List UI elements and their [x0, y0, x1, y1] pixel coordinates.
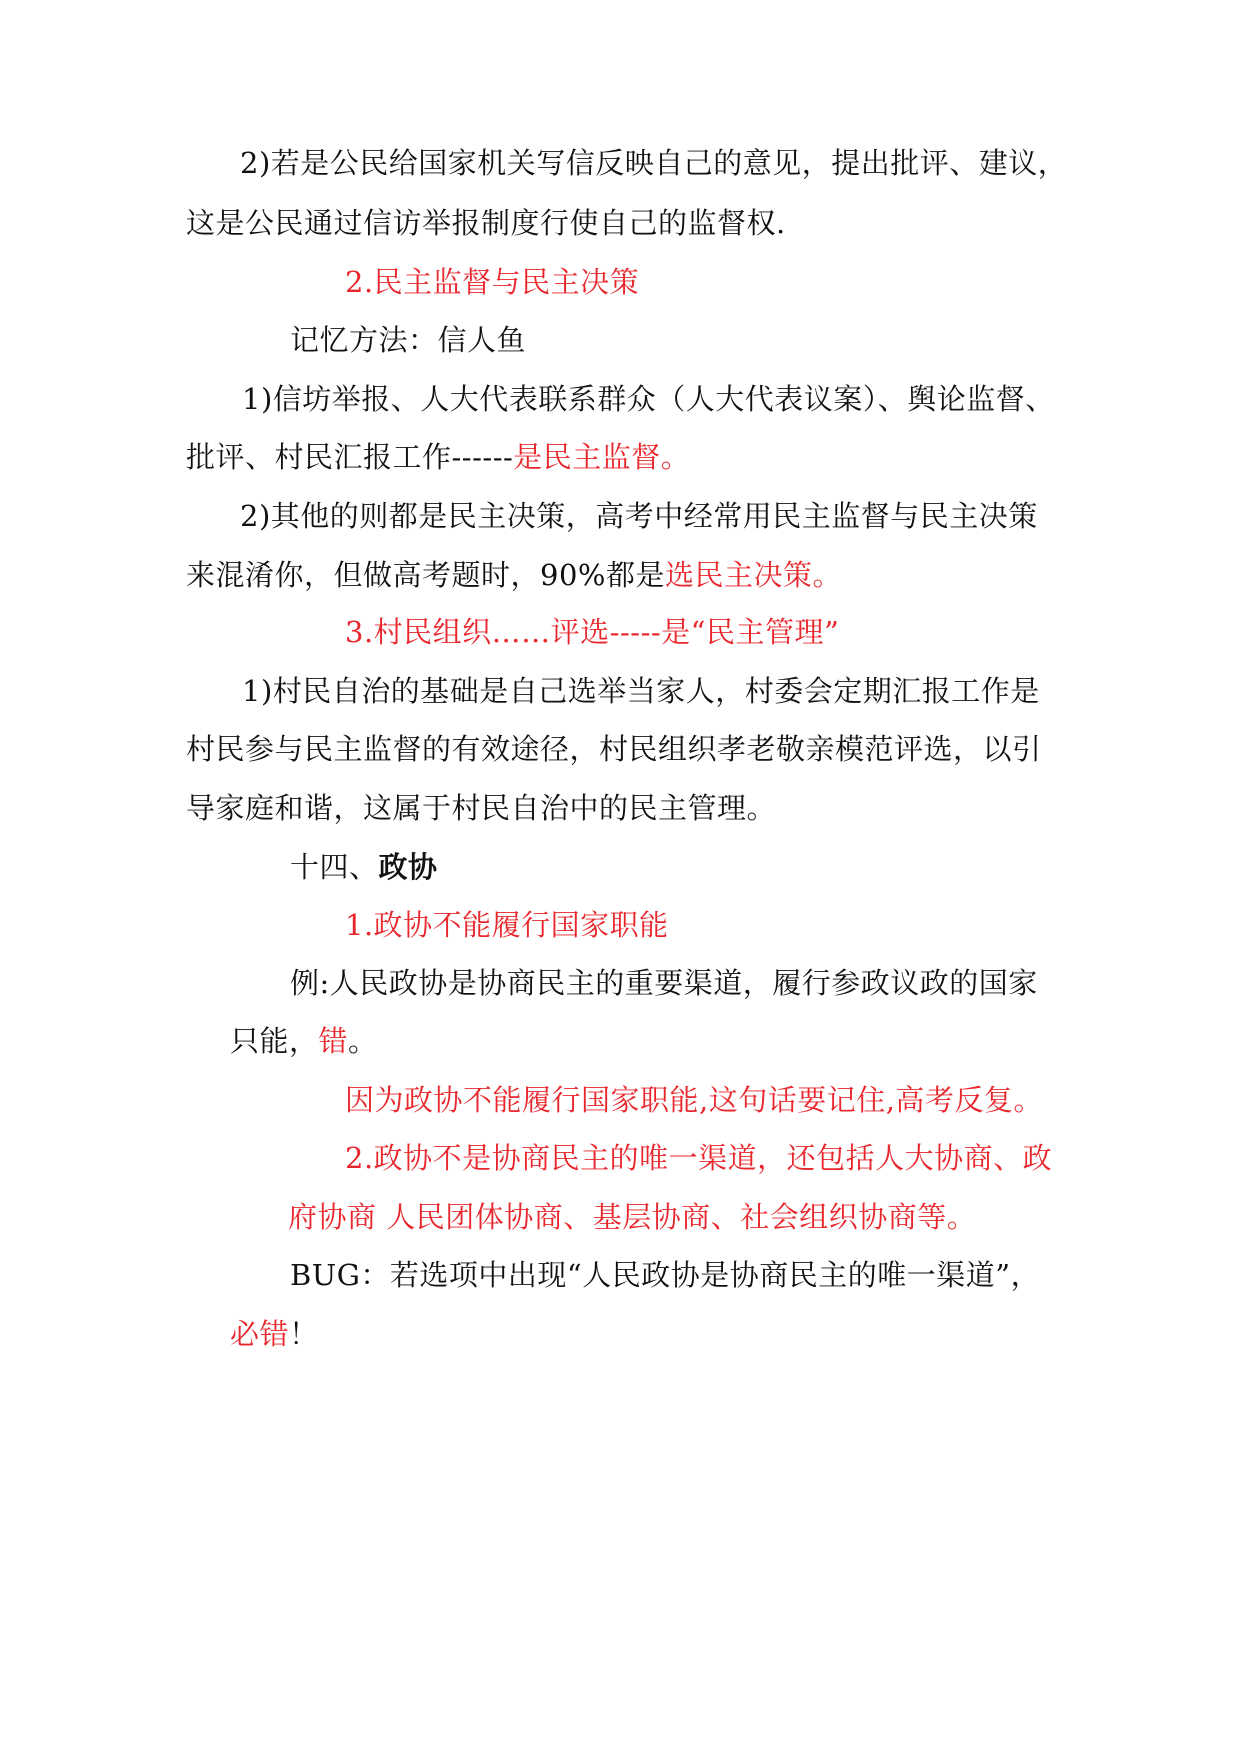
paragraph-line: 1)信坊举报、人大代表联系群众（人大代表议案）、舆论监督、 [242, 382, 1055, 416]
example-line: 例:人民政协是协商民主的重要渠道，履行参政议政的国家 [290, 966, 1038, 1000]
reason-text: 因为政协不能履行国家职能,这句话要记住,高考反复。 [345, 1083, 1043, 1117]
section-heading: 2.政协不是协商民主的唯一渠道，还包括人大协商、政 [345, 1141, 1053, 1175]
highlight-text: 是民主监督。 [513, 440, 691, 474]
highlight-text: 错 [318, 1024, 349, 1058]
highlight-text: 必错 [230, 1317, 290, 1351]
paragraph-line: 村民参与民主监督的有效途径，村民组织孝老敬亲模范评选，以引 [186, 732, 1042, 766]
paragraph-text: 来混淆你，但做高考题时，90%都是 [186, 558, 665, 592]
paragraph-line: 2)其他的则都是民主决策，高考中经常用民主监督与民主决策 [240, 499, 1038, 533]
chapter-title: 政协 [378, 850, 438, 884]
paragraph-line [186, 437, 690, 477]
section-heading-continued: 府协商 人民团体协商、基层协商、社会组织协商等。 [288, 1200, 977, 1234]
section-heading: 2.民主监督与民主决策 [345, 265, 640, 299]
example-line [230, 1021, 378, 1061]
chapter-number: 十四、 [290, 850, 379, 884]
memory-method-text: 记忆方法：信人鱼 [290, 323, 527, 357]
highlight-text: 选民主决策。 [664, 558, 842, 592]
section-heading: 1.政协不能履行国家职能 [345, 908, 669, 942]
paragraph-line: 这是公民通过信访举报制度行使自己的监督权. [186, 206, 786, 240]
bug-note-line [230, 1314, 319, 1354]
paragraph-line: 1)村民自治的基础是自己选举当家人，村委会定期汇报工作是 [242, 674, 1040, 708]
paragraph-text: 批评、村民汇报工作------ [186, 440, 514, 474]
paragraph-text: ！ [289, 1317, 319, 1351]
bug-note-line: BUG：若选项中出现“人民政协是协商民主的唯一渠道”， [290, 1258, 1041, 1292]
paragraph-line: 导家庭和谐，这属于村民自治中的民主管理。 [186, 791, 777, 825]
paragraph-line [186, 555, 842, 595]
paragraph-text: 只能， [230, 1024, 319, 1058]
paragraph-line: 2)若是公民给国家机关写信反映自己的意见，提出批评、建议， [240, 146, 1068, 180]
chapter-heading [290, 847, 438, 887]
paragraph-text: 。 [348, 1024, 378, 1058]
section-heading: 3.村民组织……评选-----是“民主管理” [345, 615, 840, 649]
